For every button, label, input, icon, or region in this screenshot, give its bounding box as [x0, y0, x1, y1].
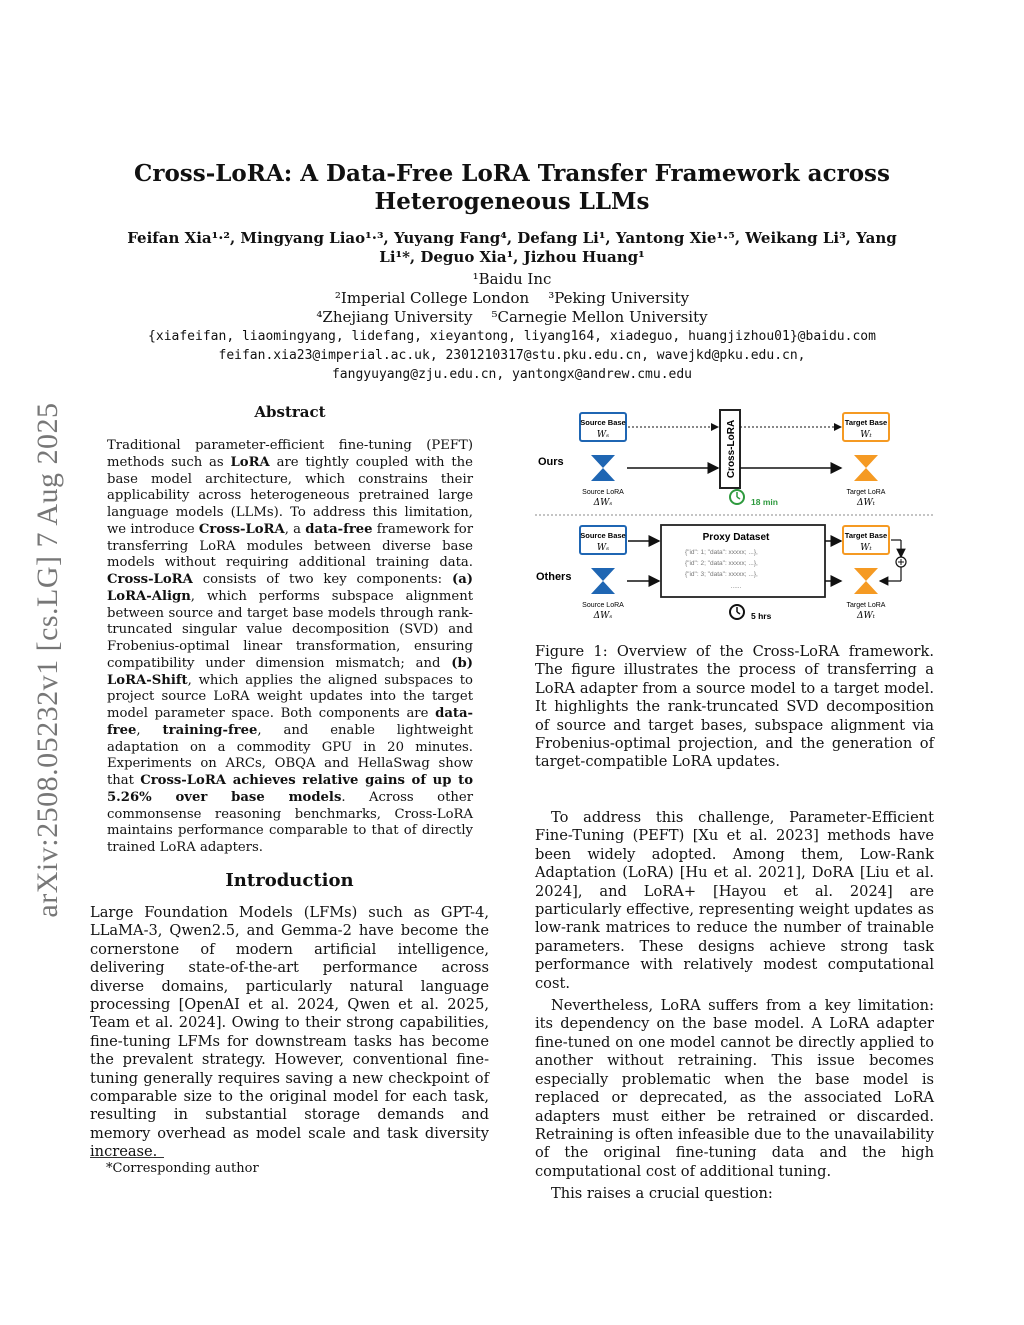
- right-paragraph-1: To address this challenge, Parameter-Efficient Fine-Tuning (PEFT) [Xu et al. 2023] methods have been widely adopted. Among them, Low-Rank Adaptation (LoRA) [Hu et al. 2021], DoRA [Liu et al. 2024], and LoRA+ [Hayou et al. 2024] are particularly effective, representing weight updates as low-rank matrices to reduce the number of trainable parameters. These designs achieve strong task performance with relatively modest computational cost.: [535, 809, 934, 992]
- others-time: 5 hrs: [751, 611, 772, 621]
- svg-text:Target Base: Target Base: [844, 531, 888, 540]
- svg-text:Source Base: Source Base: [580, 531, 626, 540]
- arxiv-id: arXiv:2508.05232v1 [cs.LG] 7 Aug 2025: [31, 402, 64, 918]
- svg-text:......: ......: [730, 583, 742, 590]
- svg-text:Wₛ: Wₛ: [596, 430, 610, 440]
- source-lora-hourglass: [591, 455, 615, 481]
- email-line-2[interactable]: feifan.xia23@imperial.ac.uk, 2301210317@stu.pku.edu.cn, wavejkd@pku.edu.cn,: [218, 348, 806, 363]
- authors-line-1: Feifan Xia¹·², Mingyang Liao¹·³, Yuyang Fang⁴, Defang Li¹, Yantong Xie¹·⁵, Weikang Li³, Yang: [127, 229, 897, 247]
- source-lora-hourglass-others: [591, 568, 615, 594]
- svg-text:ΔWₛ: ΔWₛ: [593, 498, 613, 508]
- affiliation-3: ⁴Zhejiang University ⁵Carnegie Mellon University: [316, 308, 708, 326]
- source-base-label: Source Base: [580, 418, 626, 427]
- ours-time: 18 min: [751, 497, 778, 507]
- affiliation-2: ²Imperial College London ³Peking University: [334, 289, 690, 307]
- svg-text:ΔWₜ: ΔWₜ: [857, 611, 875, 621]
- figure-1-caption: Figure 1: Overview of the Cross-LoRA framework. The figure illustrates the process of transferring a LoRA adapter from a source model to a target model. It highlights the rank-truncated SVD decomposition of source and target bases, subspace alignment via Frobenius-optimal projection, and the generation of target-compatible LoRA updates.: [535, 643, 934, 771]
- right-paragraph-2: Nevertheless, LoRA suffers from a key limitation: its dependency on the base model. A LoRA adapter fine-tuned on one model cannot be directly applied to another without retraining. This issue becomes especially problematic when the base model is replaced or deprecated, as the associated LoRA adapters must either be retrained or discarded. Retraining is often infeasible due to the unavailability of the original fine-tuning data and the high computational cost of additional tuning.: [535, 997, 934, 1180]
- proxy-dataset-title: Proxy Dataset: [702, 532, 770, 543]
- svg-text:Source LoRA: Source LoRA: [582, 602, 624, 609]
- arxiv-stamp: [28, 370, 68, 950]
- footnote-rule: [90, 1157, 164, 1158]
- footnote: *Corresponding author: [106, 1161, 259, 1176]
- introduction-heading: Introduction: [225, 870, 354, 891]
- svg-text:{"id": 3; "data": xxxxx; ...},: {"id": 3; "data": xxxxx; ...},: [685, 571, 758, 578]
- svg-text:{"id": 2; "data": xxxxx; ...},: {"id": 2; "data": xxxxx; ...},: [685, 560, 758, 567]
- svg-text:Wₛ: Wₛ: [596, 543, 610, 553]
- svg-text:Target LoRA: Target LoRA: [846, 602, 886, 609]
- affiliation-1: ¹Baidu Inc: [472, 270, 552, 288]
- paper-title: [120, 160, 904, 216]
- title-line-1: Cross-LoRA: A Data-Free LoRA Transfer Framework across: [134, 160, 890, 187]
- abstract-body: Traditional parameter-efficient fine-tuning (PEFT) methods such as LoRA are tightly coupled with the base model architecture, which constrains their applicability across heterogeneous pretrained large language models (LLMs). To address this limitation, we introduce Cross-LoRA, a data-free framework for transferring LoRA modules between diverse base models without requiring additional training data. Cross-LoRA consists of two key components: (a) LoRA-Align, which performs subspace alignment between source and target base models through rank-truncated singular value decomposition (SVD) and Frobenius-optimal linear transformation, ensuring compatibility under dimension mismatch; and (b) LoRA-Shift, which applies the aligned subspaces to project source LoRA weight updates into the target model parameter space. Both components are data-free, training-free, and enable lightweight adaptation on a commodity GPU in 20 minutes. Experiments on ARCs, OBQA and HellaSwag show that Cross-LoRA achieves relative gains of up to 5.26% over base models. Across other commonsense reasoning benchmarks, Cross-LoRA maintains performance comparable to that of directly trained LoRA adapters.: [107, 438, 474, 855]
- title-line-2: Heterogeneous LLMs: [374, 188, 650, 215]
- introduction-paragraph: [90, 904, 489, 1162]
- intro-text: Large Foundation Models (LFMs) such as GPT-4, LLaMA-3, Qwen2.5, and Gemma-2 have become the cornerstone of modern artificial intelligence, delivering state-of-the-art performance across diverse domains, particularly natural language processing [OpenAI et al. 2024, Qwen et al. 2025, Team et al. 2024]. Owing to their strong capabilities, fine-tuning LFMs for downstream tasks has become the prevalent strategy. However, conventional fine-tuning generally requires saving a new checkpoint of comparable size to the original model for each task, resulting in substantial storage demands and memory overhead as model scale and task diversity increase.: [90, 904, 489, 1161]
- target-base-label: Target Base: [844, 418, 888, 427]
- svg-text:{"id": 1; "data": xxxxx; ...},: {"id": 1; "data": xxxxx; ...},: [685, 549, 758, 556]
- target-lora-hourglass: [854, 455, 878, 481]
- email-line-1[interactable]: {xiafeifan, liaomingyang, lidefang, xieyantong, liyang164, xiadeguo, huangjizhou01}@baidu.com: [148, 329, 876, 344]
- figure-1: [535, 405, 935, 635]
- target-lora-hourglass-others: [854, 568, 878, 594]
- right-column-text: [535, 809, 934, 1204]
- source-lora-label: Source LoRA: [582, 489, 624, 496]
- authors-line-2: Li¹*, Deguo Xia¹, Jizhou Huang¹: [379, 248, 645, 266]
- author-emails: [90, 327, 934, 384]
- author-list: [110, 229, 914, 267]
- svg-text:ΔWₛ: ΔWₛ: [593, 611, 613, 621]
- others-label: Others: [536, 571, 572, 583]
- svg-text:ΔWₜ: ΔWₜ: [857, 498, 875, 508]
- abstract-heading: Abstract: [254, 403, 326, 421]
- cross-lora-label: Cross-LoRA: [726, 419, 737, 479]
- target-lora-label: Target LoRA: [846, 489, 886, 496]
- svg-text:Wₜ: Wₜ: [860, 543, 872, 553]
- figure-1-diagram: [535, 405, 935, 635]
- right-paragraph-3: This raises a crucial question:: [551, 1185, 773, 1203]
- svg-text:Wₜ: Wₜ: [860, 430, 872, 440]
- ours-label: Ours: [538, 456, 564, 468]
- email-line-3[interactable]: fangyuyang@zju.edu.cn, yantongx@andrew.cmu.edu: [331, 367, 693, 382]
